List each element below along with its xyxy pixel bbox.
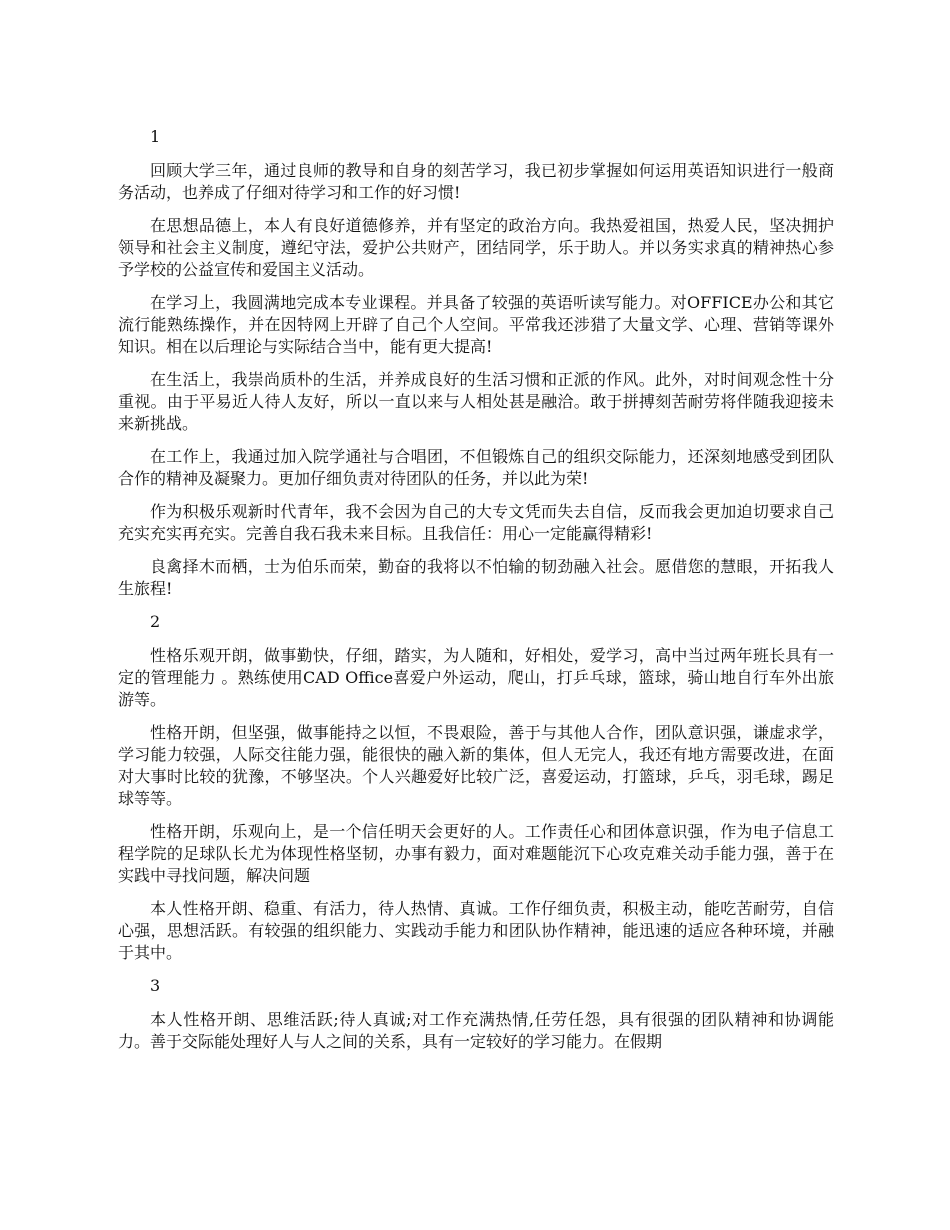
paragraph: 在生活上，我崇尚质朴的生活，并养成良好的生活习惯和正派的作风。此外，对时间观念性十分重视。由于平易近人待人友好，所以一直以来与人相处甚是融洽。敢于拼搏刻苦耐劳将伴随我迎接未来新挑战。 bbox=[118, 370, 834, 433]
paragraph: 性格开朗，乐观向上，是一个信任明天会更好的人。工作责任心和团体意识强，作为电子信息工程学院的足球队长尤为体现性格坚韧，办事有毅力，面对难题能沉下心攻克难关动手能力强，善于在实践中寻找问题，解决问题 bbox=[118, 822, 834, 885]
paragraph: 本人性格开朗、思维活跃;待人真诚;对工作充满热情,任劳任怨，具有很强的团队精神和协调能力。善于交际能处理好人与人之间的关系，具有一定较好的学习能力。在假期 bbox=[118, 1010, 834, 1051]
section-number: 2 bbox=[150, 612, 161, 631]
section-3 bbox=[118, 975, 834, 1053]
paragraph: 在工作上，我通过加入院学通社与合唱团，不但锻炼自己的组织交际能力，还深刻地感受到团队合作的精神及凝聚力。更加仔细负责对待团队的任务，并以此为荣! bbox=[118, 447, 834, 488]
paragraph: 本人性格开朗、稳重、有活力，待人热情、真诚。工作仔细负责，积极主动，能吃苦耐劳，自信心强，思想活跃。有较强的组织能力、实践动手能力和团队协作精神，能迅速的适应各种环境，并融于其中。 bbox=[118, 899, 834, 962]
paragraph: 性格乐观开朗，做事勤快，仔细，踏实，为人随和，好相处，爱学习，高中当过两年班长具有一定的管理能力 。熟练使用CAD Office喜爱户外运动，爬山，打乒乓球，篮球，骑山地自行车外出旅游等。 bbox=[118, 646, 834, 709]
paragraph: 作为积极乐观新时代青年，我不会因为自己的大专文凭而失去自信，反而我会更加迫切要求自己充实充实再充实。完善自我石我未来目标。且我信任：用心一定能赢得精彩! bbox=[118, 502, 834, 543]
paragraph: 在学习上，我圆满地完成本专业课程。并具备了较强的英语听读写能力。对OFFICE办公和其它流行能熟练操作，并在因特网上开辟了自己个人空间。平常我还涉猎了大量文学、心理、营销等课外知识。相在以后理论与实际结合当中，能有更大提高! bbox=[118, 293, 834, 356]
document-page bbox=[118, 126, 834, 1064]
section-2 bbox=[118, 611, 834, 964]
paragraph: 回顾大学三年，通过良师的教导和自身的刻苦学习，我已初步掌握如何运用英语知识进行一般商务活动，也养成了仔细对待学习和工作的好习惯! bbox=[118, 161, 834, 202]
paragraph: 良禽择木而栖，士为伯乐而荣，勤奋的我将以不怕输的韧劲融入社会。愿借您的慧眼，开拓我人生旅程! bbox=[118, 557, 834, 598]
paragraph: 在思想品德上，本人有良好道德修养，并有坚定的政治方向。我热爱祖国，热爱人民，坚决拥护领导和社会主义制度，遵纪守法，爱护公共财产，团结同学，乐于助人。并以务实求真的精神热心参予学校的公益宣传和爱国主义活动。 bbox=[118, 216, 834, 279]
section-number: 3 bbox=[150, 976, 161, 995]
section-number: 1 bbox=[150, 127, 161, 146]
section-1 bbox=[118, 126, 834, 600]
paragraph: 性格开朗，但坚强，做事能持之以恒，不畏艰险，善于与其他人合作，团队意识强，谦虚求学，学习能力较强，人际交往能力强，能很快的融入新的集体，但人无完人，我还有地方需要改进，在面对大事时比较的犹豫，不够坚决。个人兴趣爱好比较广泛，喜爱运动，打篮球，乒乓，羽毛球，踢足球等等。 bbox=[118, 723, 834, 808]
